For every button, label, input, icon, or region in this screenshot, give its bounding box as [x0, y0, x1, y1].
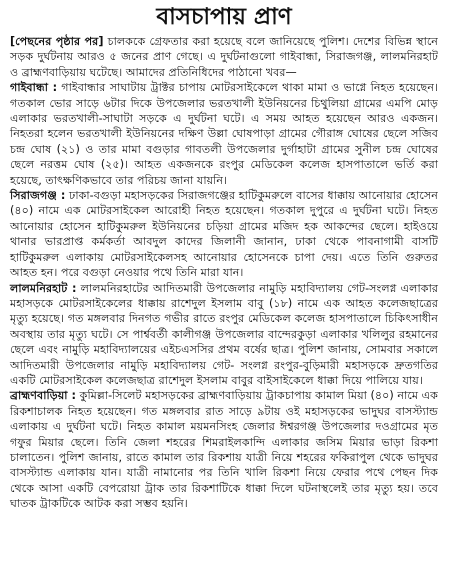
section-brahmanbaria [10, 388, 438, 511]
dateline-brahmanbaria: ব্রাহ্মণবাড়িয়া : [10, 389, 76, 403]
intro-text: চালককে গ্রেফতার করা হয়েছে বলে জানিয়েছে পুলিশ। দেশের বিভিন্ন স্থানে সড়ক দুর্ঘটনায় আরও ৫ জনের প্রাণ গেছে। এ দুর্ঘটনাগুলো গাইবান্ধা, সিরাজগঞ্জ, লালমনিরহাট ও ব্রাহ্মণবাড়িয়ায় ঘটেছে। আমাদের প্রতিনিধিদের পাঠানো খবর— [10, 35, 438, 79]
section-sirajganj [10, 188, 438, 280]
section-lalmonirhat [10, 281, 438, 389]
continuation-marker: [পেছনের পৃষ্ঠার পর] [10, 35, 104, 48]
section-text-gaibandha: গাইবান্ধার সাঘাটায় ট্রাক্টর চাপায় মোটরসাইকেলে থাকা মামা ও ভাগ্নে নিহত হয়েছেন। গতকাল ভোর সাড়ে ৬টার দিকে উপজেলার ভরতখালী ইউনিয়নের চিথুলিয়া গ্রামের এমপি মোড় এলাকার ভরতখালী-সাঘাটা সড়কে এ দুর্ঘটনা ঘটে। এ সময় আহত হয়েছেন আরও একজন। নিহতরা হলেন ভরতখালী ইউনিয়নের দক্ষিণ উল্লা ঘোষপাড়া গ্রামের গৌরাঙ্গ ঘোষের ছেলে সজিব চন্দ্র ঘোষ (২১) ও তার মামা বগুড়ার গাবতলী উপজেলার দুর্গাহাটা গ্রামের সুনীল চন্দ্র ঘোষের ছেলে নরত্তম ঘোষ (২৫)। আহত একজনকে রংপুর মেডিকেল কলেজ হাসপাতালে ভর্তি করা হয়েছে, তাৎক্ষণিকভাবে তার পরিচয় জানা যায়নি। [10, 81, 438, 187]
dateline-sirajganj: সিরাজগঞ্জ : [10, 189, 66, 203]
section-text-brahmanbaria: কুমিল্লা-সিলেট মহাসড়কের ব্রাহ্মণবাড়িয়ায় ট্রাকচাপায় কামাল মিয়া (৪০) নামে এক রিকশাচালক নিহত হয়েছেন। গত মঙ্গলবার রাত সাড়ে ৯টায় ওই মহাসড়কের ভাদুঘর বাসস্ট্যান্ড এলাকায় এ দুর্ঘটনা ঘটে। নিহত কামাল ময়মনসিংহ জেলার ঈশ্বরগঞ্জ উপজেলার দওগ্রামের মৃত গফুর মিয়ার ছেলে। তিনি জেলা শহরের শিমরাইলকান্দি এলাকার জসিম মিয়ার ভাড়া রিকশা চালাতেন। পুলিশ জানায়, রাতে কামাল তার রিকশায় যাত্রী নিয়ে শহরের ফকিরাপুল থেকে ভাদুঘর বাসস্ট্যান্ড এলাকায় যান। যাত্রী নামানোর পর তিনি খালি রিকশা নিয়ে ফেরার পথে পেছন দিক থেকে আসা একটি বেপরোয়া ট্রাক তার রিকশাটিকে ধাক্কা দিলে ঘটনাস্থলেই তার মৃত্যু হয়। তবে ঘাতক ট্রাকটিকে আটক করা সম্ভব হয়নি। [10, 389, 439, 511]
intro-paragraph [10, 34, 438, 80]
headline: বাসচাপায় প্রাণ [156, 4, 292, 30]
section-gaibandha [10, 80, 438, 188]
dateline-gaibandha: গাইবান্ধা : [10, 81, 58, 95]
article-body [10, 34, 438, 512]
section-text-lalmonirhat: লালমনিরহাটের আদিতমারী উপজেলার নামুড়ি মহাবিদ্যালয় গেট-সংলগ্ন এলাকার মহাসড়কে মোটরসাইকেলের ধাক্কায় রাশেদুল ইসলাম বাবু (১৮) নামে এক আহত কলেজছাত্রের মৃত্যু হয়েছে। গত মঙ্গলবার দিনগত গভীর রাতে রংপুর মেডিকেল কলেজ হাসপাতালে চিকিৎসাধীন অবস্থায় তার মৃত্যু ঘটে। সে পার্শ্ববর্তী কালীগঞ্জ উপজেলার বান্দেরকুড়া এলাকার খলিলুর রহমানের ছেলে এবং নামুড়ি মহাবিদ্যালয়ের এইচএসসির প্রথম বর্ষের ছাত্র। পুলিশ জানায়, সোমবার সকালে আদিতমারী উপজেলার নামুড়ি মহাবিদ্যালয় গেট- সংলগ্ন রংপুর-বুড়িমারী মহাসড়কে দ্রুতগতির একটি মোটরসাইকেল কলেজছাত্র রাশেদুল ইসলাম বাবুর বাইসাইকেলে ধাক্কা দিয়ে পালিয়ে যায়। [10, 281, 438, 387]
section-text-sirajganj: ঢাকা-বগুড়া মহাসড়কের সিরাজগঞ্জের হাটিকুমরুলে বাসের ধাক্কায় আনোয়ার হোসেন (৪০) নামে এক মোটরসাইকেল আরোহী নিহত হয়েছেন। গতকাল দুপুরে এ দুর্ঘটনা ঘটে। নিহত আনোয়ার হোসেন হাটিকুমরুল ইউনিয়নের চড়িয়া গ্রামের মজিদ হক আকন্দের ছেলে। হাইওয়ে থানার ভারপ্রাপ্ত কর্মকর্তা আবদুল কাদের জিলানী জানান, ঢাকা থেকে পাবনাগামী বাসটি হাটিকুমরুল এলাকায় মোটরসাইকেলসহ আনোয়ার হোসেনকে চাপা দেয়। এতে তিনি গুরুতর আহত হন। পরে বগুড়া নেওয়ার পথে তিনি মারা যান। [10, 189, 438, 280]
dateline-lalmonirhat: লালমনিরহাট : [10, 281, 77, 295]
